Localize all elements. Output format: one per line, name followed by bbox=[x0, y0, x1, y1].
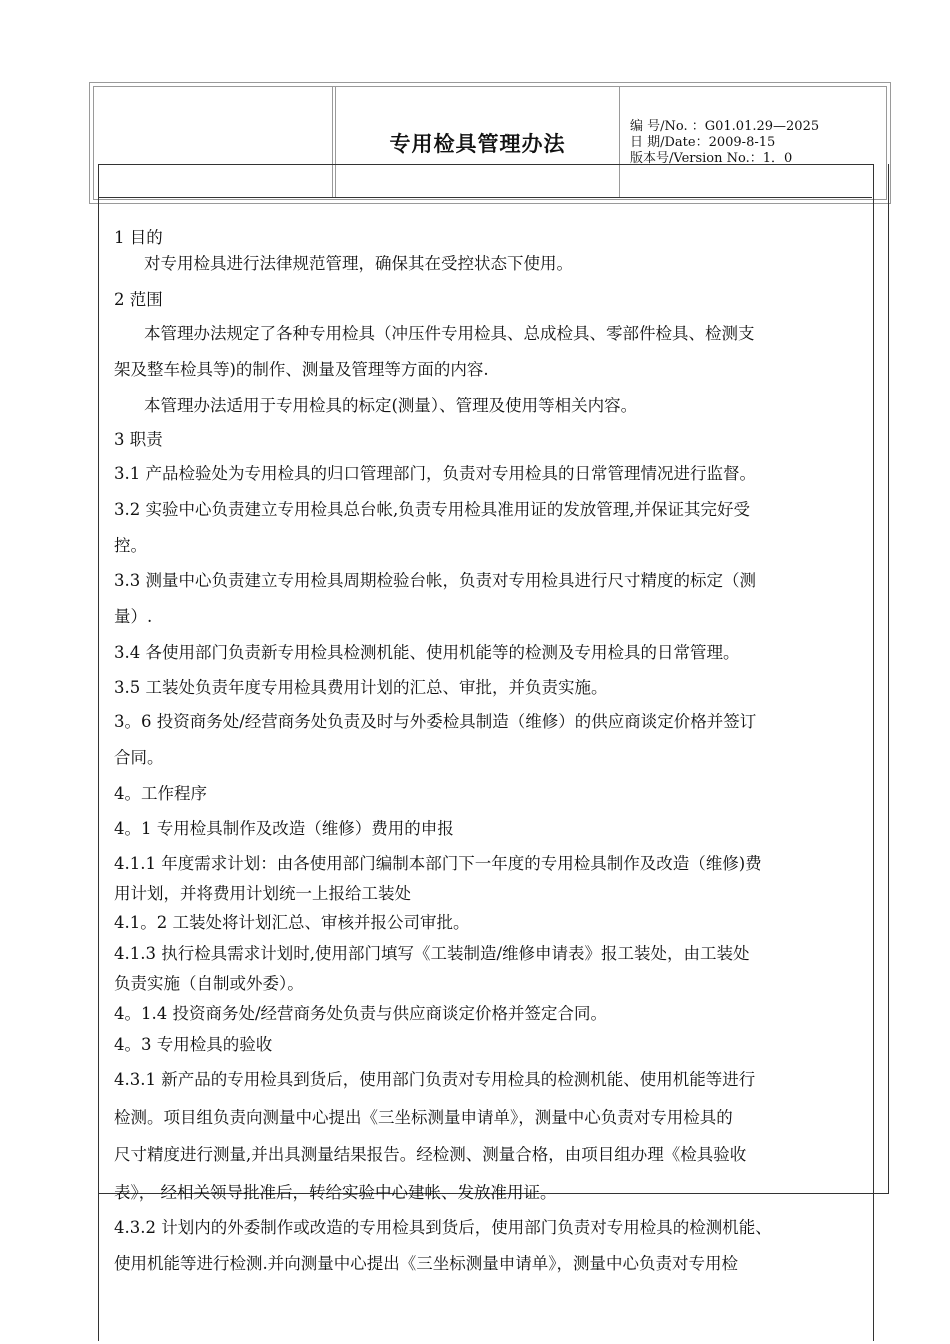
document-version: 版本号/Version No.：1．0 bbox=[630, 151, 793, 166]
paragraph: 对专用检具进行法律规范管理，确保其在受控状态下使用。 bbox=[144, 254, 573, 273]
section-heading: 1 目的 bbox=[114, 228, 163, 247]
frame-divider bbox=[98, 197, 872, 198]
paragraph: 合同。 bbox=[114, 748, 164, 767]
paragraph: 4.3.1 新产品的专用检具到货后，使用部门负责对专用检具的检测机能、使用机能等进行 bbox=[114, 1070, 756, 1089]
paragraph: 4.1.1 年度需求计划：由各使用部门编制本部门下一年度的专用检具制作及改造（维修)费 bbox=[114, 854, 762, 873]
paragraph: 量）. bbox=[114, 607, 153, 626]
section-heading: 3 职责 bbox=[114, 430, 163, 449]
paragraph: 架及整车检具等)的制作、测量及管理等方面的内容. bbox=[114, 360, 489, 379]
paragraph: 3.2 实验中心负责建立专用检具总台帐,负责专用检具准用证的发放管理,并保证其完好受 bbox=[114, 500, 750, 519]
document-meta bbox=[630, 119, 819, 167]
paragraph: 4.1.3 执行检具需求计划时,使用部门填写《工装制造/维修申请表》报工装处，由工装处 bbox=[114, 944, 750, 963]
paragraph: 尺寸精度进行测量,并出具测量结果报告。经检测、测量合格，由项目组办理《检具验收 bbox=[114, 1145, 747, 1164]
paragraph: 用计划，并将费用计划统一上报给工装处 bbox=[114, 884, 411, 903]
paragraph: 表》， 经相关领导批准后，转给实验中心建帐、发放准用证。 bbox=[114, 1183, 557, 1202]
document-number: 编 号/No. ：G01.01.29—2025 bbox=[630, 119, 820, 134]
paragraph: 4.3.2 计划内的外委制作或改造的专用检具到货后，使用部门负责对专用检具的检测机能、 bbox=[114, 1218, 772, 1237]
paragraph: 控。 bbox=[114, 536, 147, 555]
section-heading: 4。工作程序 bbox=[114, 784, 207, 803]
paragraph: 3.5 工装处负责年度专用检具费用计划的汇总、审批，并负责实施。 bbox=[114, 678, 608, 697]
section-heading: 2 范围 bbox=[114, 290, 163, 309]
paragraph: 本管理办法规定了各种专用检具（冲压件专用检具、总成检具、零部件检具、检测支 bbox=[144, 324, 755, 343]
document-title: 专用检具管理办法 bbox=[389, 132, 566, 156]
paragraph: 3.4 各使用部门负责新专用检具检测机能、使用机能等的检测及专用检具的日常管理。 bbox=[114, 643, 740, 662]
document-date: 日 期/Date：2009-8-15 bbox=[630, 135, 776, 150]
paragraph: 4。1.4 投资商务处/经营商务处负责与供应商谈定价格并签定合同。 bbox=[114, 1004, 608, 1023]
paragraph: 负责实施（自制或外委）。 bbox=[114, 974, 304, 993]
paragraph: 3.3 测量中心负责建立专用检具周期检验台帐，负责对专用检具进行尺寸精度的标定（测 bbox=[114, 571, 756, 590]
paragraph: 3。6 投资商务处/经营商务处负责及时与外委检具制造（维修）的供应商谈定价格并签订 bbox=[114, 712, 757, 731]
paragraph: 本管理办法适用于专用检具的标定(测量）、管理及使用等相关内容。 bbox=[144, 396, 638, 415]
paragraph: 3.1 产品检验处为专用检具的归口管理部门，负责对专用检具的日常管理情况进行监督。 bbox=[114, 464, 756, 483]
subsection-heading: 4。3 专用检具的验收 bbox=[114, 1035, 273, 1054]
paragraph: 检测。项目组负责向测量中心提出《三坐标测量申请单》，测量中心负责对专用检具的 bbox=[114, 1108, 733, 1127]
paragraph: 4.1。2 工装处将计划汇总、审核并报公司审批。 bbox=[114, 913, 470, 932]
paragraph: 使用机能等进行检测.并向测量中心提出《三坐标测量申请单》，测量中心负责对专用检 bbox=[114, 1254, 738, 1273]
subsection-heading: 4。1 专用检具制作及改造（维修）费用的申报 bbox=[114, 819, 454, 838]
